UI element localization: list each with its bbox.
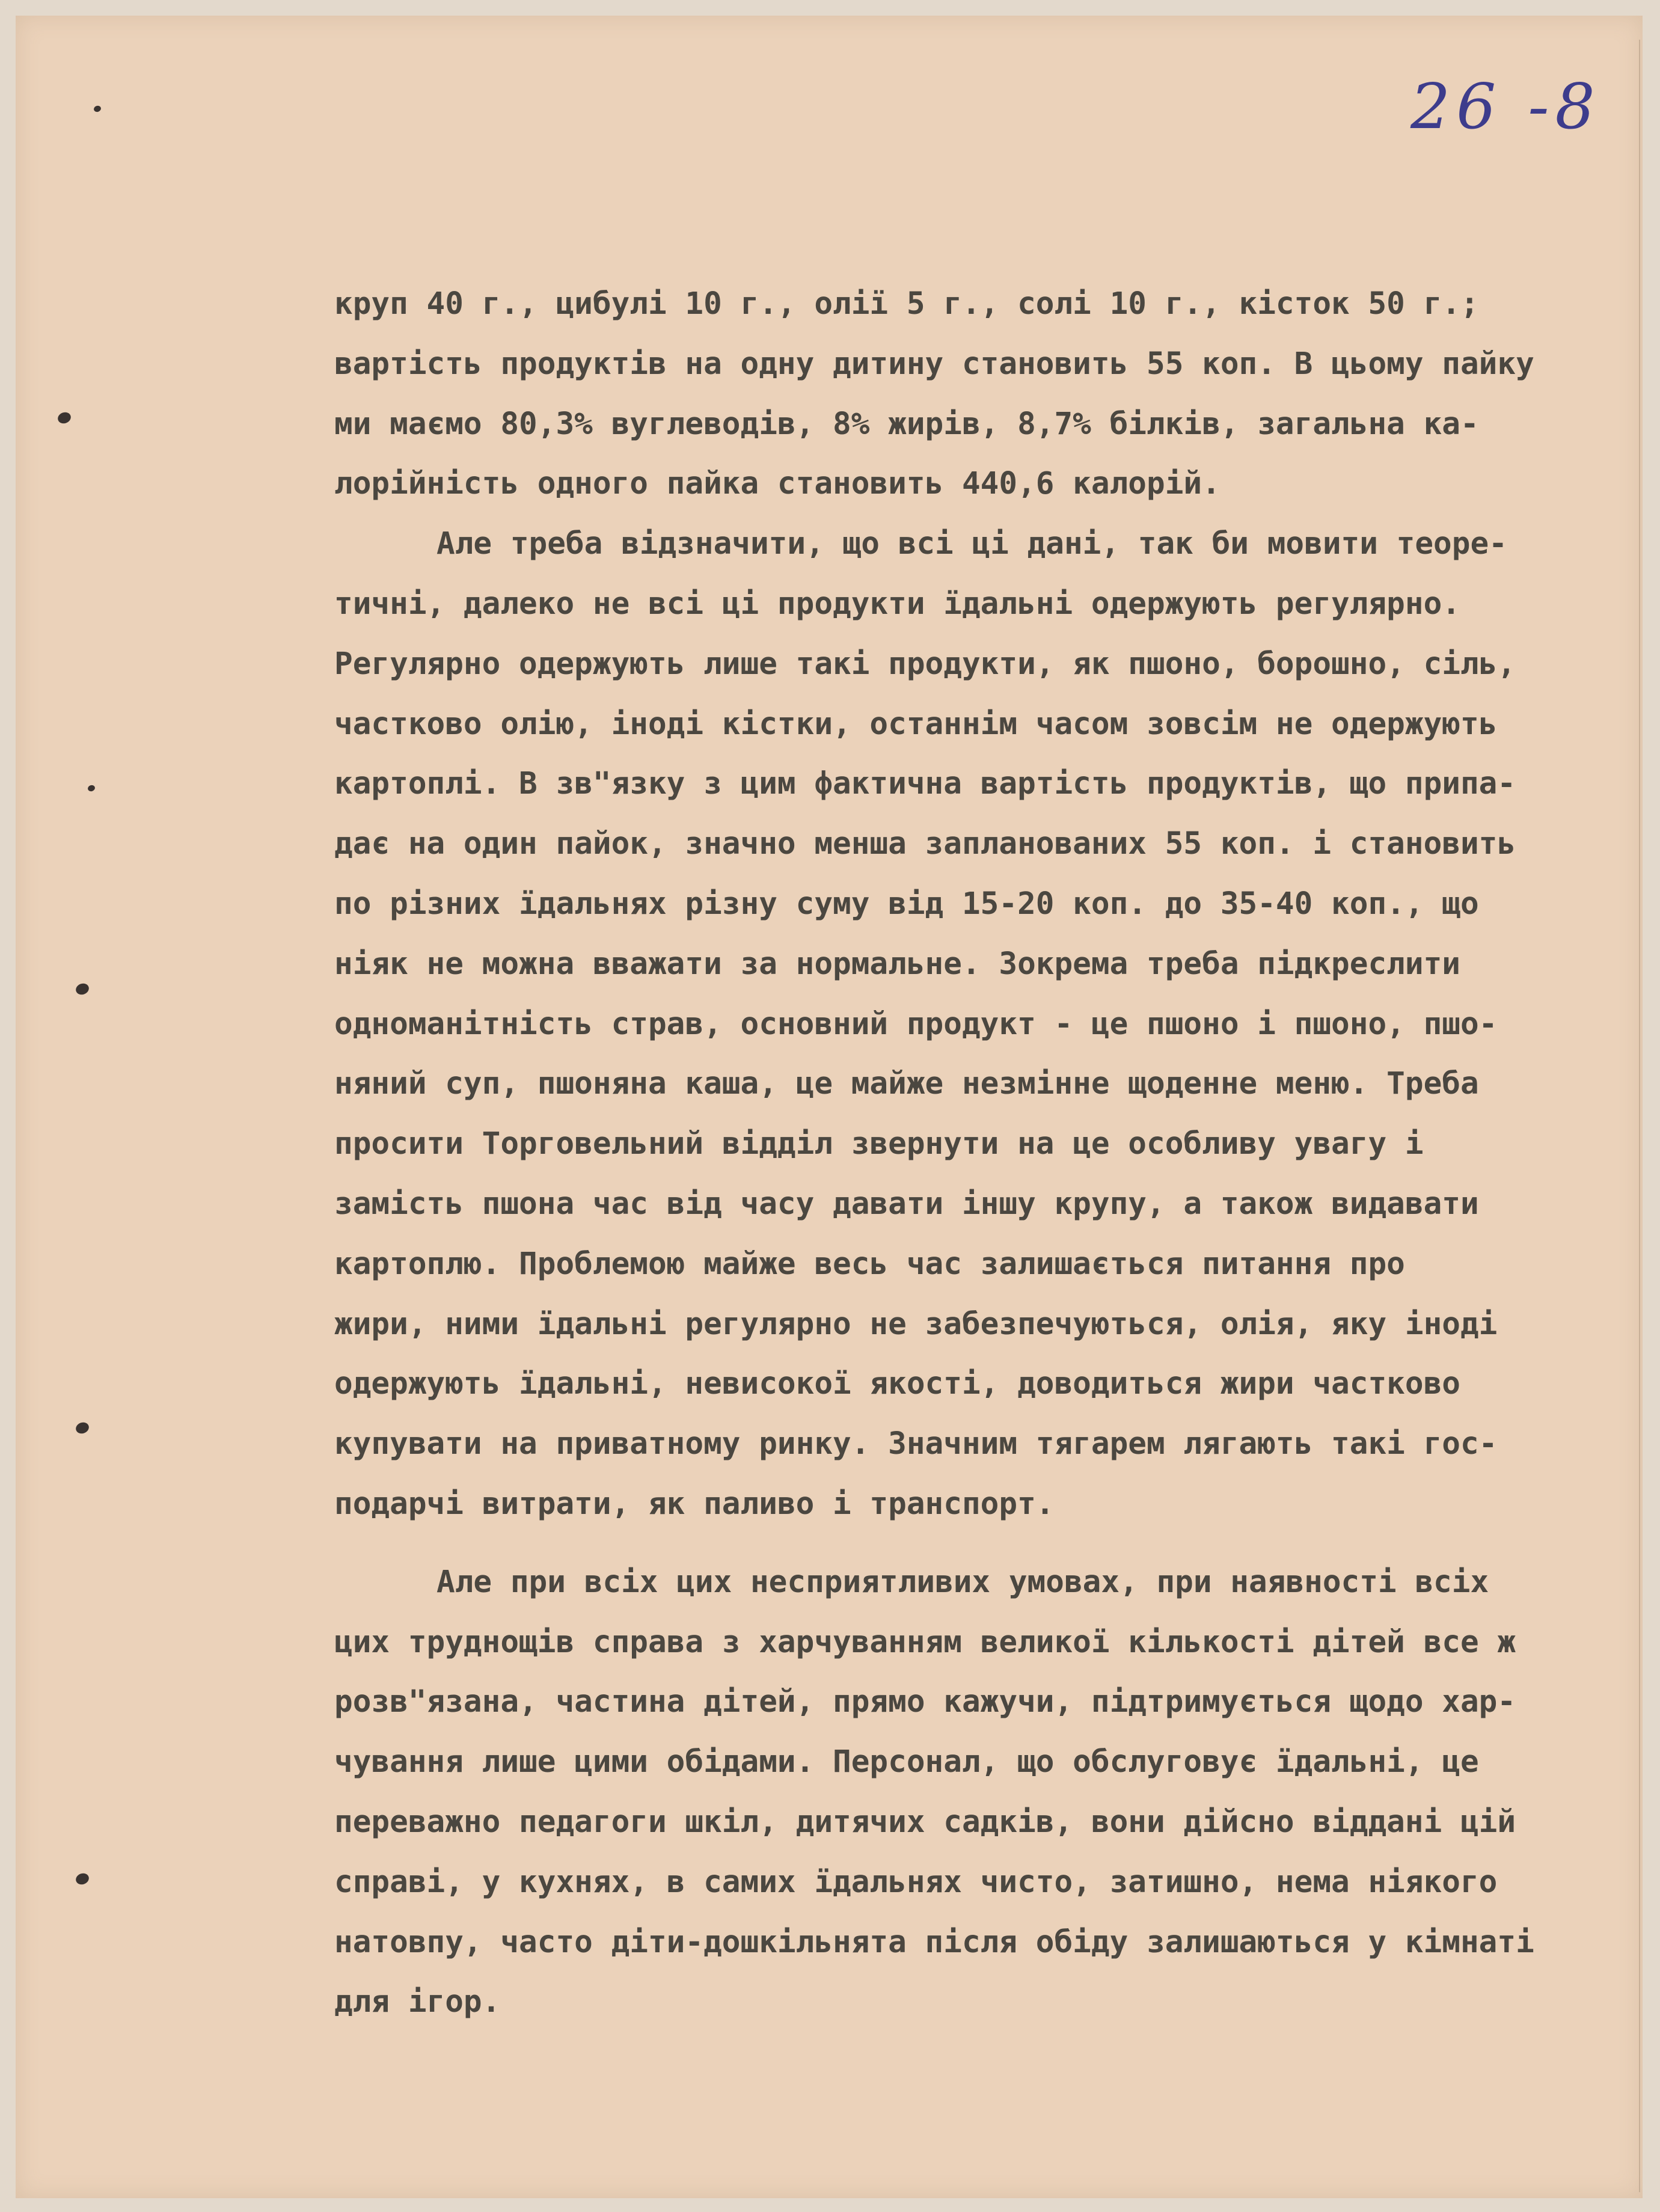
text-line: картоплю. Проблемою майже весь час залишається питання про [334,1246,1405,1282]
text-line: жири, ними їдальні регулярно не забезпечуються, олія, яку іноді [334,1306,1498,1342]
text-line: ми маємо 80,3% вуглеводів, 8% жирів, 8,7% білків, загальна ка- [334,406,1479,442]
text-line: ніяк не можна вважати за нормальне. Зокрема треба підкреслити [334,946,1460,982]
text-line: одержують їдальні, невисокої якості, доводиться жири частково [334,1366,1460,1402]
paragraph-2 [334,514,1645,1534]
text-line: картоплі. В зв"язку з цим фактична вартість продуктів, що припа- [334,766,1516,802]
text-line: переважно педагоги шкіл, дитячих садків, вони дійсно віддані цій [334,1804,1516,1840]
typed-text-body [334,274,1645,2032]
text-line: частково олію, іноді кістки, останнім часом зовсім не одержують [334,706,1498,742]
text-line: замість пшона час від часу давати іншу крупу, а також видавати [334,1186,1479,1222]
text-line: вартість продуктів на одну дитину становить 55 коп. В цьому пайку [334,346,1534,382]
text-line: для ігор. [334,1984,501,2020]
text-line: круп 40 г., цибулі 10 г., олії 5 г., солі 10 г., кісток 50 г.; [334,286,1479,322]
text-line: Але при всіх цих несприятливих умовах, при наявності всіх [436,1564,1489,1600]
text-line: цих труднощів справа з харчуванням великої кількості дітей все ж [334,1624,1516,1660]
punch-hole-mark [93,105,102,113]
text-line: тичні, далеко не всі ці продукти їдальні одержують регулярно. [334,586,1460,622]
punch-hole-mark [57,411,73,425]
text-line: просити Торговельний відділ звернути на це особливу увагу і [334,1126,1424,1162]
text-line: няний суп, пшоняна каша, це майже незмінне щоденне меню. Треба [334,1066,1479,1102]
text-line: одноманітність страв, основний продукт - це пшоно і пшоно, пшо- [334,1006,1498,1042]
paragraph-gap [334,1534,1645,1552]
document-page [16,16,1643,2198]
paragraph-1 [334,274,1645,514]
punch-hole-mark [75,1872,91,1886]
paragraph-3 [334,1552,1645,2032]
text-line: Але треба відзначити, що всі ці дані, так би мовити теоре- [436,526,1507,562]
punch-hole-mark [75,982,91,996]
text-line: розв"язана, частина дітей, прямо кажучи, підтримується щодо хар- [334,1684,1516,1720]
text-line: лорійність одного пайка становить 440,6 калорій. [334,466,1220,502]
text-line: чування лише цими обідами. Персонал, що обслуговує їдальні, це [334,1744,1479,1780]
text-line: дає на один пайок, значно менша запланованих 55 коп. і становить [334,826,1516,862]
text-line: Регулярно одержують лише такі продукти, як пшоно, борошно, сіль, [334,646,1516,682]
text-line: натовпу, часто діти-дошкільнята після обіду залишаються у кімнаті [334,1924,1534,1960]
text-line: справі, у кухнях, в самих їдальнях чисто, затишно, нема ніякого [334,1864,1498,1900]
punch-hole-mark [75,1421,91,1435]
punch-hole-mark [87,784,96,792]
text-line: подарчі витрати, як паливо і транспорт. [334,1486,1055,1522]
text-line: купувати на приватному ринку. Значним тягарем лягають такі гос- [334,1426,1498,1462]
text-line: по різних їдальнях різну суму від 15-20 коп. до 35-40 коп., що [334,886,1479,922]
archive-folio-number: 26 -8 [1410,70,1601,143]
